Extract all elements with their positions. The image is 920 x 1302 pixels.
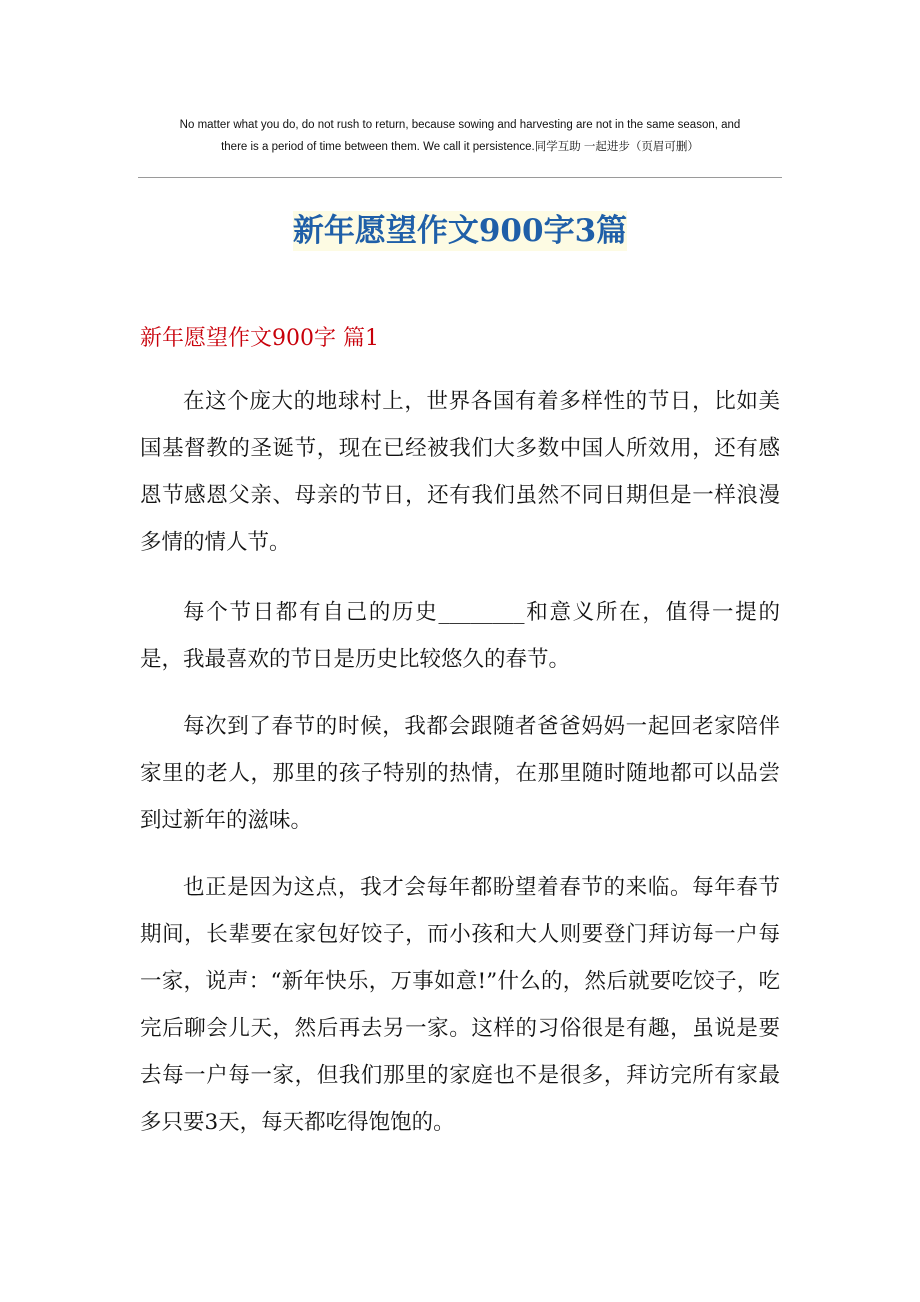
paragraph-2: 每个节日都有自己的历史________和意义所在，值得一提的是，我最喜欢的节日是历史比较悠久的春节。 xyxy=(140,600,780,672)
document-title-wrap xyxy=(0,206,920,256)
header-line-1: No matter what you do, do not rush to return, because sowing and harvesting are not in the same season, and xyxy=(179,119,741,131)
paragraph-1: 在这个庞大的地球村上，世界各国有着多样性的节日，比如美国基督教的圣诞节，现在已经被我们大多数中国人所效用，还有感恩节感恩父亲、母亲的节日，还有我们虽然不同日期但是一样浪漫多情的情人节。 xyxy=(140,389,780,555)
paragraph-3: 每次到了春节的时候，我都会跟随者爸爸妈妈一起回老家陪伴家里的老人，那里的孩子特别的热情，在那里随时随地都可以品尝到过新年的滋味。 xyxy=(140,714,780,833)
paragraph-4: 也正是因为这点，我才会每年都盼望着春节的来临。每年春节期间，长辈要在家包好饺子，而小孩和大人则要登门拜访每一户每一家，说声：“新年快乐，万事如意!”什么的，然后就要吃饺子，吃完后聊会儿天，然后再去另一家。这样的习俗很是有趣，虽说是要去每一户每一家，但我们那里的家庭也不是很多，拜访完所有家最多只要3天，每天都吃得饱饱的。 xyxy=(140,875,780,1135)
header-divider xyxy=(138,177,782,178)
header-line-2: there is a period of time between them. We call it persistence.同学互助 一起进步（页眉可删） xyxy=(221,141,699,153)
page-header xyxy=(138,114,782,158)
section-heading: 新年愿望作文900字 篇1 xyxy=(140,326,379,351)
document-title: 新年愿望作文900字3篇 xyxy=(292,213,628,249)
